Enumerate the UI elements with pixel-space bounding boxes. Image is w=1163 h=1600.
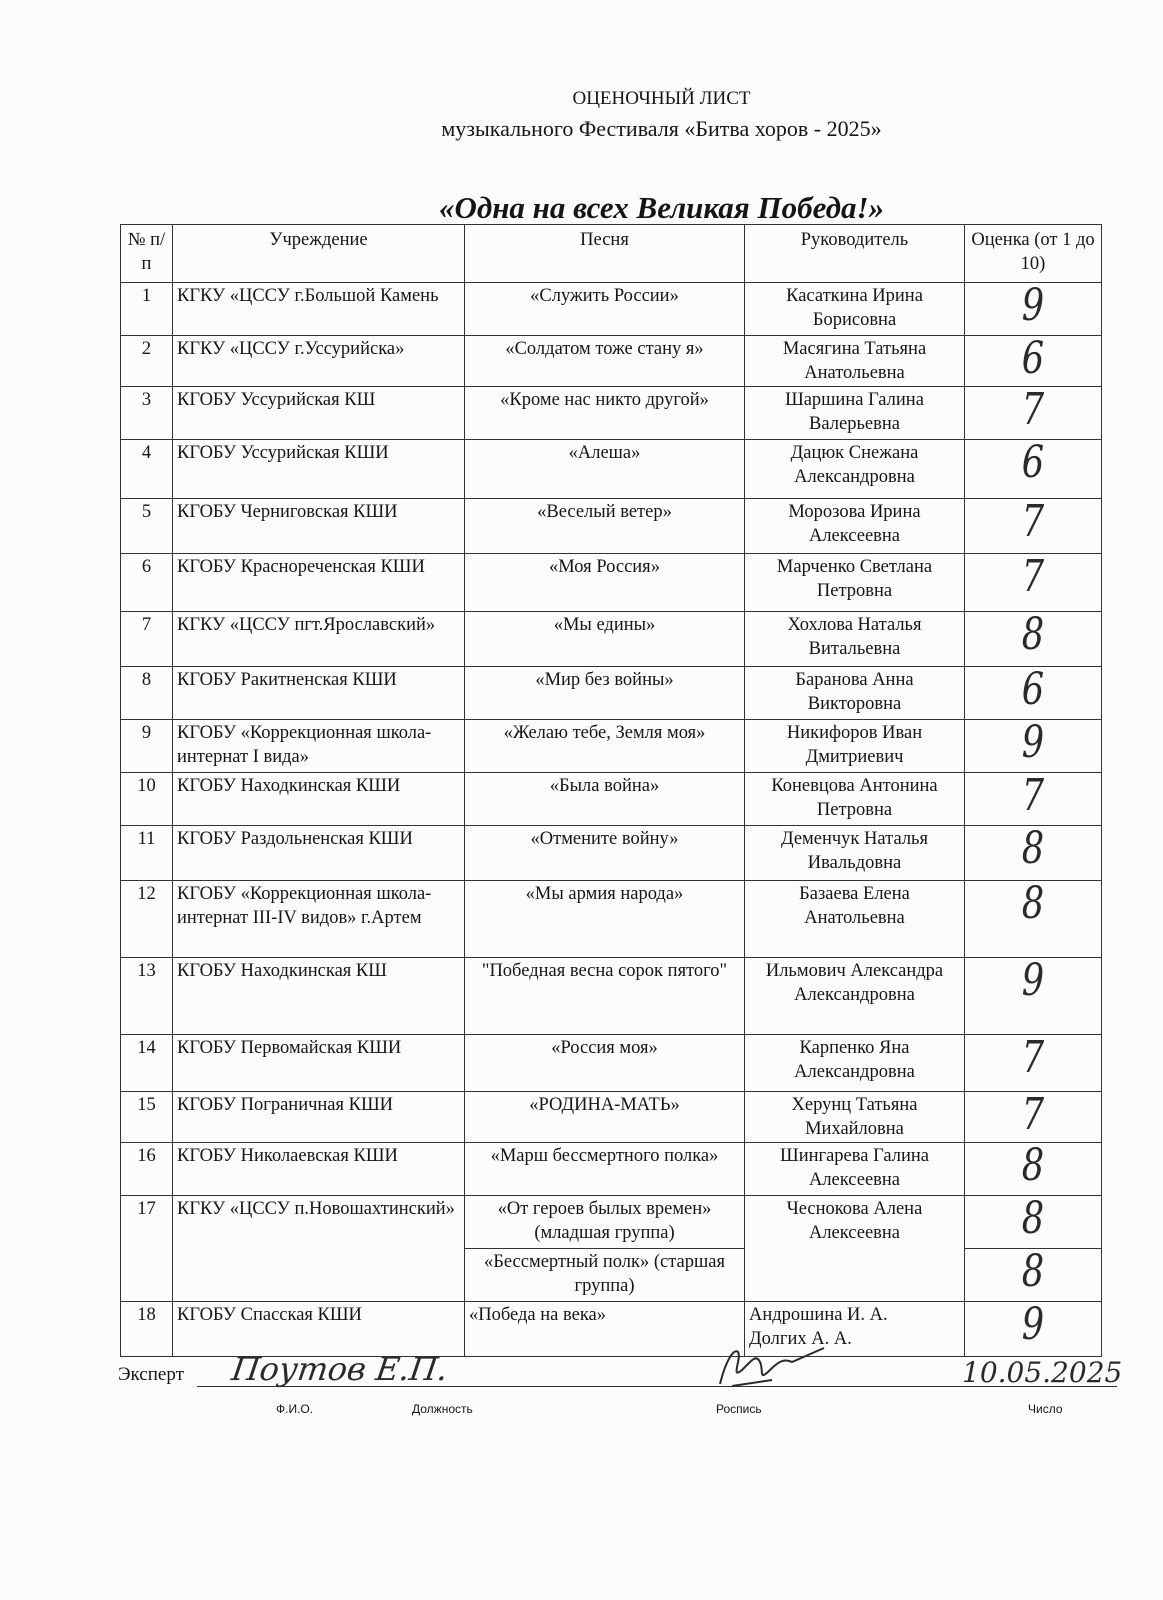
- institution-cell: КГОБУ Находкинская КШ: [173, 958, 465, 1035]
- expert-label: Эксперт: [118, 1364, 184, 1385]
- song-cell: «Марш бессмертного полка»: [465, 1143, 745, 1196]
- row-number: 4: [121, 440, 173, 499]
- table-row: [121, 387, 1102, 440]
- score-cell: [965, 384, 1102, 440]
- leader-cell: Морозова Ирина Алексеевна: [745, 499, 965, 554]
- handwritten-score: 7: [1021, 1032, 1045, 1083]
- row-number: 2: [121, 336, 173, 387]
- leader-name: Долгих А. А.: [749, 1329, 852, 1349]
- handwritten-score: 7: [1021, 551, 1045, 602]
- score-cell: [965, 333, 1102, 387]
- institution-cell: КГКУ «ЦССУ п.Новошахтинский»: [173, 1196, 465, 1302]
- institution-cell: КГКУ «ЦССУ г.Уссурийска»: [173, 336, 465, 387]
- leader-cell: Коневцова Антонина Петровна: [745, 773, 965, 826]
- institution-cell: КГКУ «ЦССУ пгт.Ярославский»: [173, 612, 465, 667]
- institution-cell: КГОБУ «Коррекционная школа-интернат I вида»: [173, 720, 465, 773]
- table-row: [121, 612, 1102, 667]
- song-cell: «От героев былых времен» (младшая группа): [465, 1196, 745, 1249]
- leader-cell: Шингарева Галина Алексеевна: [745, 1143, 965, 1196]
- leader-cell: Ильмович Александра Александровна: [745, 958, 965, 1035]
- row-number: 10: [121, 773, 173, 826]
- institution-cell: КГОБУ Раздольненская КШИ: [173, 826, 465, 881]
- col-header-leader: Руководитель: [745, 225, 965, 283]
- song-cell: «Мы едины»: [465, 612, 745, 667]
- score-cell: [965, 1299, 1102, 1357]
- handwritten-score: 8: [1021, 1246, 1045, 1297]
- score-cell: [965, 1246, 1102, 1302]
- festival-name: музыкального Фестиваля «Битва хоров - 2025»: [441, 116, 882, 141]
- row-number: 7: [121, 612, 173, 667]
- handwritten-score: 7: [1021, 496, 1045, 547]
- song-cell: «Веселый ветер»: [465, 499, 745, 554]
- table-row: [121, 773, 1102, 826]
- institution-cell: КГОБУ Краснореченская КШИ: [173, 554, 465, 612]
- score-cell: [965, 437, 1102, 499]
- handwritten-score: 9: [1021, 280, 1045, 331]
- institution-cell: КГОБУ Николаевская КШИ: [173, 1143, 465, 1196]
- institution-cell: КГОБУ Ракитненская КШИ: [173, 667, 465, 720]
- song-cell: «Мы армия народа»: [465, 881, 745, 958]
- song-cell: «Победа на века»: [465, 1302, 745, 1357]
- leader-name: Андрошина И. А.: [749, 1305, 888, 1325]
- handwritten-score: 8: [1021, 1193, 1045, 1244]
- score-cell: [965, 609, 1102, 667]
- score-cell: [965, 551, 1102, 612]
- leader-cell: Никифоров Иван Дмитриевич: [745, 720, 965, 773]
- col-header-song: Песня: [465, 225, 745, 283]
- table-row: [121, 1143, 1102, 1196]
- leader-cell: Дацюк Снежана Александровна: [745, 440, 965, 499]
- score-cell: [965, 664, 1102, 720]
- institution-cell: КГОБУ «Коррекционная школа-интернат III-IV видов» г.Артем: [173, 881, 465, 958]
- song-cell: «Солдатом тоже стану я»: [465, 336, 745, 387]
- handwritten-score: 8: [1021, 609, 1045, 660]
- row-number: 11: [121, 826, 173, 881]
- table-row: [121, 1302, 1102, 1357]
- caption-date: Число: [1028, 1402, 1063, 1416]
- score-cell: [965, 1140, 1102, 1196]
- leader-cell: Хохлова Наталья Витальевна: [745, 612, 965, 667]
- row-number: 6: [121, 554, 173, 612]
- institution-cell: КГОБУ Первомайская КШИ: [173, 1035, 465, 1092]
- handwritten-score: 8: [1021, 878, 1045, 929]
- caption-fio: Ф.И.О.: [276, 1402, 314, 1416]
- song-cell: «Мир без войны»: [465, 667, 745, 720]
- signature-icon: [712, 1340, 832, 1396]
- col-header-score: Оценка (от 1 до 10): [965, 225, 1102, 283]
- table-row: [121, 667, 1102, 720]
- score-cell: [965, 955, 1102, 1035]
- expert-handwritten-name: Поутов Е.П.: [229, 1350, 451, 1388]
- handwritten-score: 9: [1021, 955, 1045, 1006]
- leader-cell: Шаршина Галина Валерьевна: [745, 387, 965, 440]
- handwritten-score: 9: [1021, 1299, 1045, 1350]
- row-number: 5: [121, 499, 173, 554]
- table-row: [121, 826, 1102, 881]
- table-row: [121, 958, 1102, 1035]
- handwritten-score: 7: [1021, 384, 1045, 435]
- score-cell: [965, 496, 1102, 554]
- table-row: [121, 881, 1102, 958]
- score-cell: [965, 878, 1102, 958]
- song-cell: «Желаю тебе, Земля моя»: [465, 720, 745, 773]
- table-row: [121, 1035, 1102, 1092]
- score-cell: [965, 1089, 1102, 1143]
- row-number: 16: [121, 1143, 173, 1196]
- table-row: [121, 1196, 1102, 1249]
- leader-cell: Чеснокова Алена Алексеевна: [745, 1196, 965, 1302]
- institution-cell: КГОБУ Спасская КШИ: [173, 1302, 465, 1357]
- song-cell: «Была война»: [465, 773, 745, 826]
- handwritten-score: 8: [1021, 823, 1045, 874]
- leader-cell: Касаткина Ирина Борисовна: [745, 283, 965, 336]
- leader-cell: Марченко Светлана Петровна: [745, 554, 965, 612]
- handwritten-score: 6: [1021, 437, 1045, 488]
- col-header-num: № п/п: [121, 225, 173, 283]
- row-number: 14: [121, 1035, 173, 1092]
- institution-cell: КГОБУ Уссурийская КШИ: [173, 440, 465, 499]
- row-number: 8: [121, 667, 173, 720]
- institution-cell: КГОБУ Пограничная КШИ: [173, 1092, 465, 1143]
- row-number: 9: [121, 720, 173, 773]
- handwritten-score: 7: [1021, 1089, 1045, 1140]
- handwritten-score: 9: [1021, 717, 1045, 768]
- row-number: 12: [121, 881, 173, 958]
- caption-position: Должность: [412, 1402, 473, 1416]
- expert-handwritten-date: 10.05.2025: [962, 1356, 1123, 1389]
- table-header-row: [121, 225, 1102, 283]
- table-row: [121, 720, 1102, 773]
- row-number: 3: [121, 387, 173, 440]
- row-number: 17: [121, 1196, 173, 1302]
- handwritten-score: 6: [1021, 333, 1045, 384]
- song-cell: «Россия моя»: [465, 1035, 745, 1092]
- song-cell: «Служить России»: [465, 283, 745, 336]
- leader-cell: Баранова Анна Викторовна: [745, 667, 965, 720]
- institution-cell: КГКУ «ЦССУ г.Большой Камень: [173, 283, 465, 336]
- leader-cell: Масягина Татьяна Анатольевна: [745, 336, 965, 387]
- song-cell: «Кроме нас никто другой»: [465, 387, 745, 440]
- score-cell: [965, 823, 1102, 881]
- handwritten-score: 8: [1021, 1140, 1045, 1191]
- col-header-institution: Учреждение: [173, 225, 465, 283]
- song-cell: "Победная весна сорок пятого": [465, 958, 745, 1035]
- score-table: [120, 224, 1102, 1357]
- score-cell: [965, 1193, 1102, 1249]
- score-cell: [965, 280, 1102, 336]
- table-row: [121, 283, 1102, 336]
- song-cell: «Моя Россия»: [465, 554, 745, 612]
- score-cell: [965, 1032, 1102, 1092]
- leader-cell: Деменчук Наталья Ивальдовна: [745, 826, 965, 881]
- row-number: 15: [121, 1092, 173, 1143]
- song-cell: «Бессмертный полк» (старшая группа): [465, 1249, 745, 1302]
- row-number: 18: [121, 1302, 173, 1357]
- song-cell: «РОДИНА-МАТЬ»: [465, 1092, 745, 1143]
- row-number: 13: [121, 958, 173, 1035]
- leader-cell: Карпенко Яна Александровна: [745, 1035, 965, 1092]
- institution-cell: КГОБУ Находкинская КШИ: [173, 773, 465, 826]
- table-row: [121, 499, 1102, 554]
- leader-cell: Базаева Елена Анатольевна: [745, 881, 965, 958]
- table-row: [121, 440, 1102, 499]
- caption-signature: Роспись: [716, 1402, 762, 1416]
- leader-cell: Херунц Татьяна Михайловна: [745, 1092, 965, 1143]
- institution-cell: КГОБУ Уссурийская КШ: [173, 387, 465, 440]
- table-row: [121, 1092, 1102, 1143]
- row-number: 1: [121, 283, 173, 336]
- handwritten-score: 7: [1021, 770, 1045, 821]
- table-row: [121, 336, 1102, 387]
- score-cell: [965, 770, 1102, 826]
- institution-cell: КГОБУ Черниговская КШИ: [173, 499, 465, 554]
- festival-motto: «Одна на всех Великая Победа!»: [438, 190, 885, 225]
- table-row: [121, 554, 1102, 612]
- score-cell: [965, 717, 1102, 773]
- document-title: ОЦЕНОЧНЫЙ ЛИСТ: [572, 88, 751, 109]
- song-cell: «Отмените войну»: [465, 826, 745, 881]
- handwritten-score: 6: [1021, 664, 1045, 715]
- song-cell: «Алеша»: [465, 440, 745, 499]
